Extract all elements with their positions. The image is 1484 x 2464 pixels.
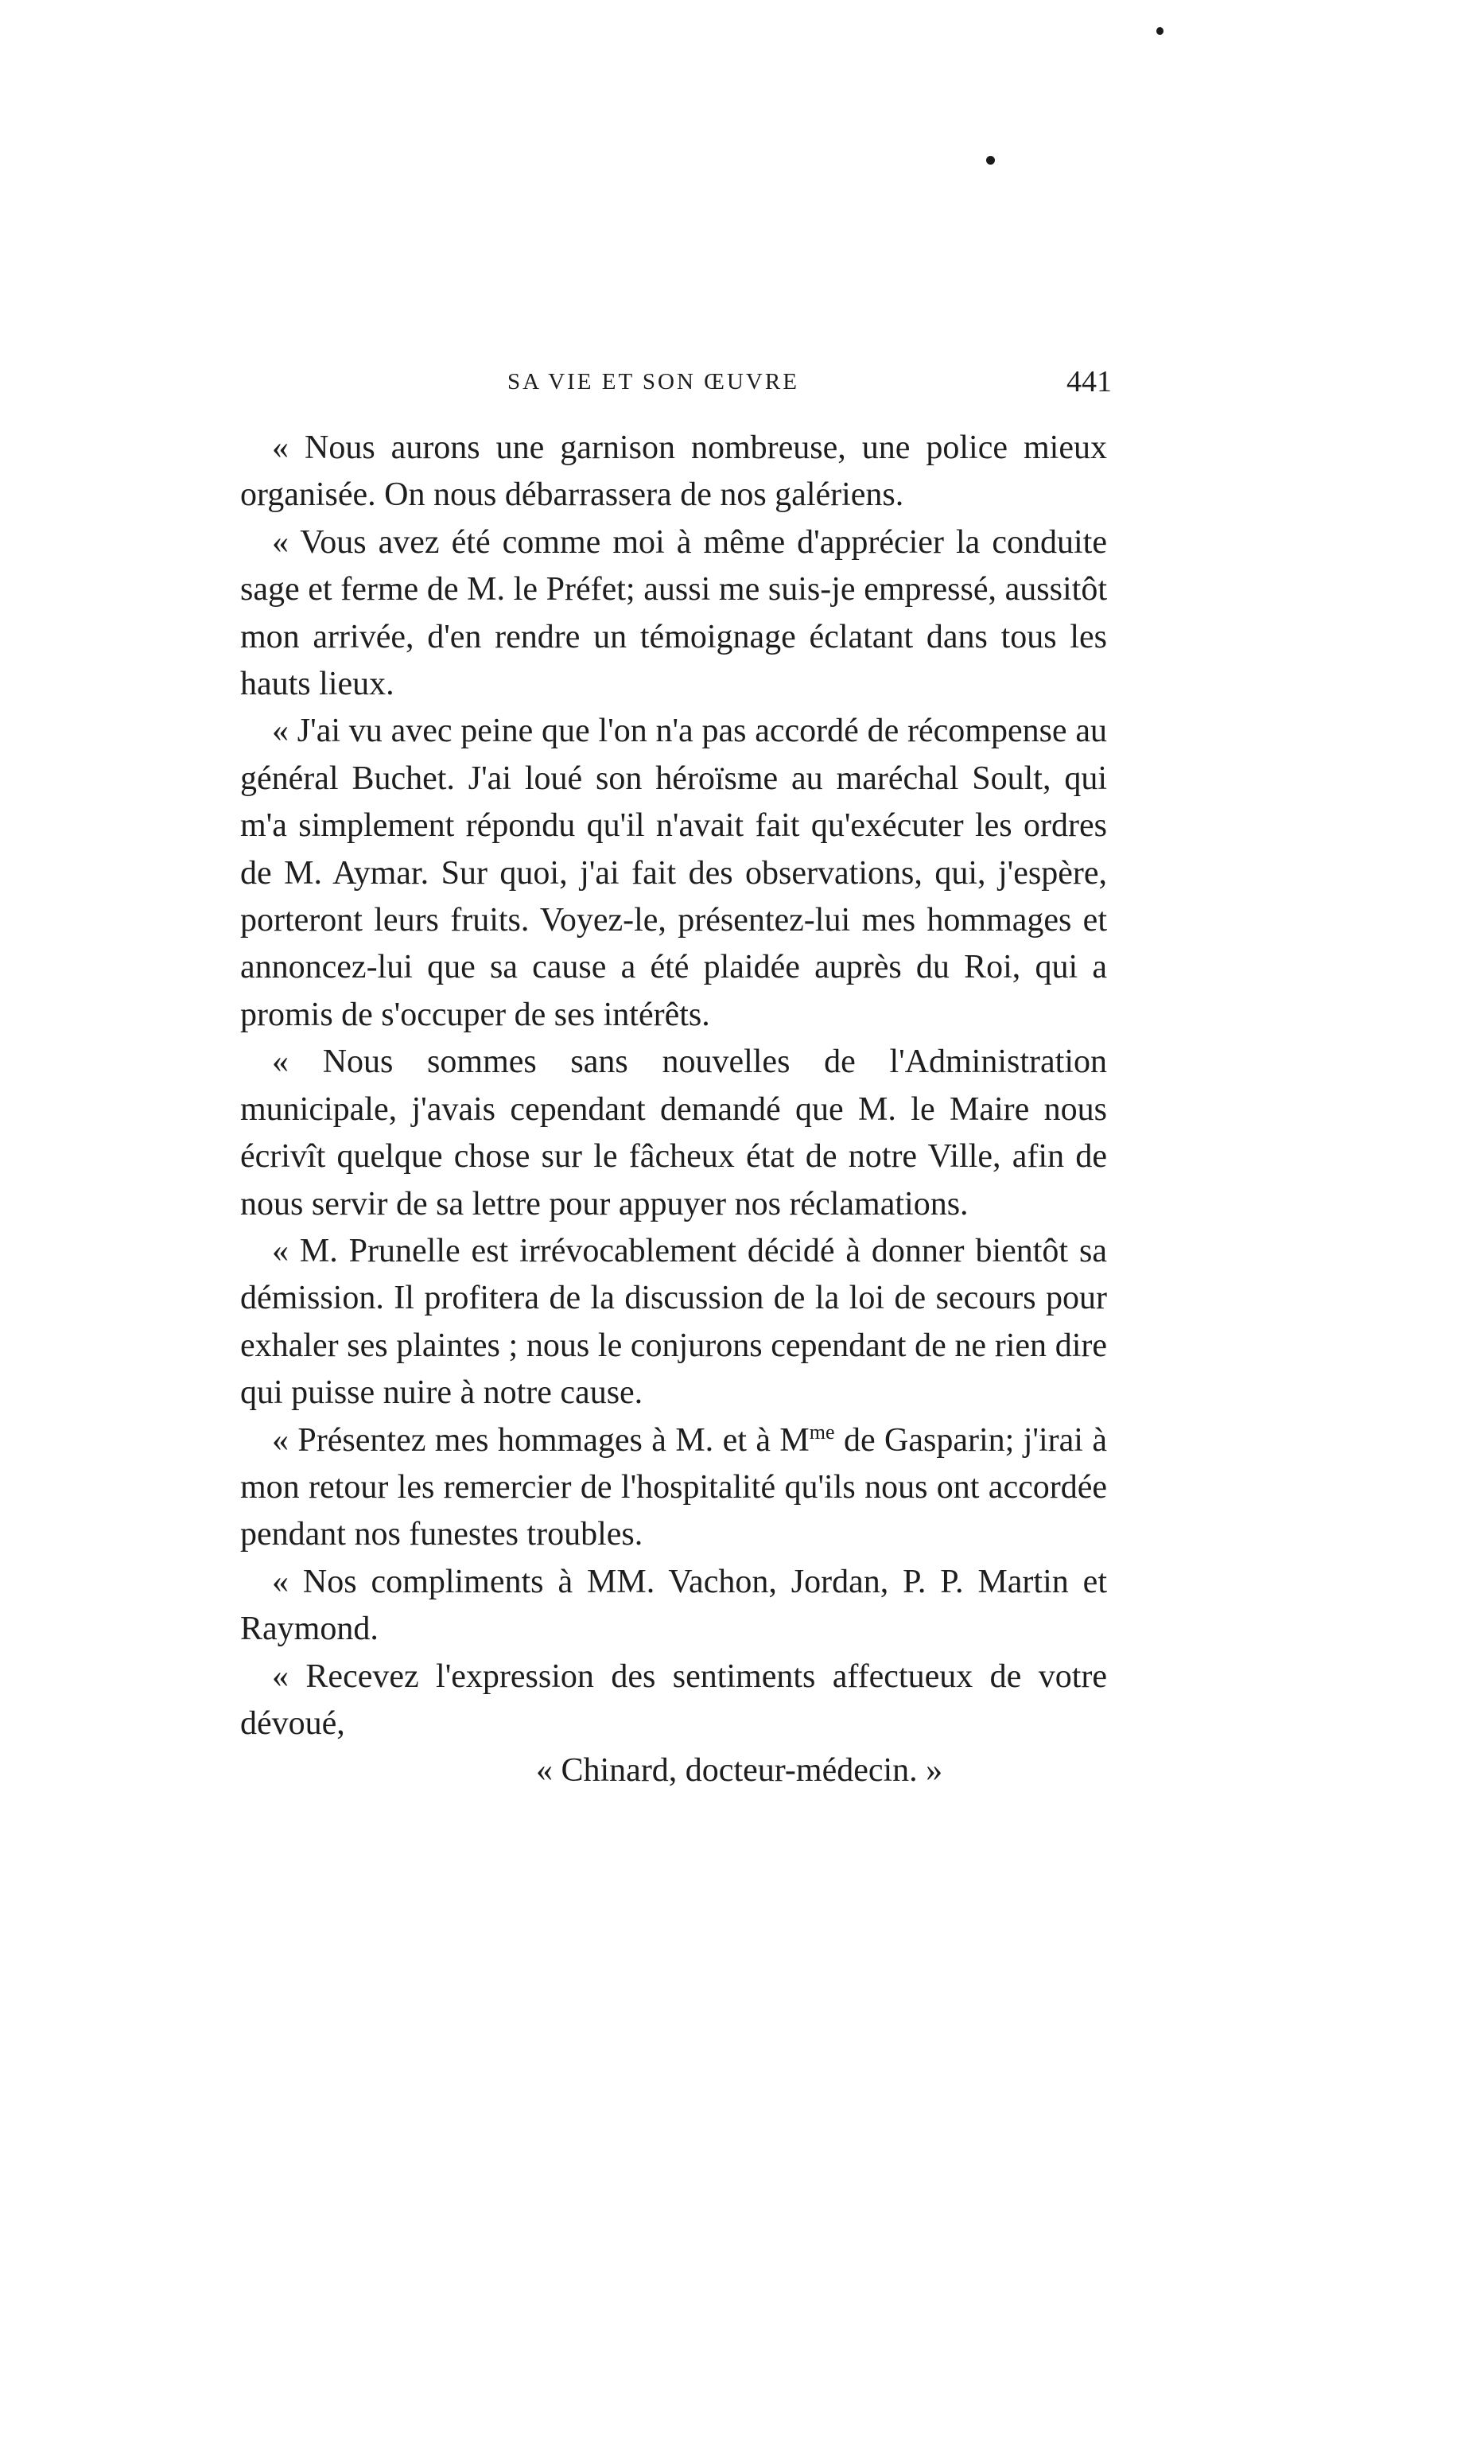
paragraph: « Nous aurons une garnison nombreuse, une police mieux organisée. On nous débarrassera de nos galériens. bbox=[240, 429, 1107, 514]
ink-speck bbox=[986, 156, 995, 165]
paragraph-text: « Présentez mes hommages à M. et à M bbox=[272, 1421, 810, 1459]
running-title: SA VIE ET SON ŒUVRE bbox=[507, 369, 799, 394]
page-number: 441 bbox=[1066, 365, 1112, 398]
paragraph: « Vous avez été comme moi à même d'apprécier la conduite sage et ferme de M. le Préfet; aussi me suis-je empressé, aussitôt mon arrivée, d'en rendre un témoignage éclatant dans tous les hauts lieux. bbox=[240, 523, 1107, 703]
ink-speck bbox=[1156, 27, 1164, 35]
letter-body bbox=[240, 425, 1107, 1795]
paragraph: « Nous sommes sans nouvelles de l'Administration municipale, j'avais cependant demandé que M. le Maire nous écrivît quelque chose sur le fâcheux état de notre Ville, afin de nous servir de sa lettre pour appuyer nos réclamations. bbox=[240, 1044, 1107, 1222]
running-header bbox=[507, 364, 1112, 412]
paragraph: « J'ai vu avec peine que l'on n'a pas accordé de récompense au général Buchet. J'ai loué son héroïsme au maréchal Soult, qui m'a simplement répondu qu'il n'avait fait qu'exécuter les ordres de M. Aymar. Sur quoi, j'ai fait des observations, qui, j'espère, porteront leurs fruits. Voyez-le, présentez-lui mes hommages et annoncez-lui que sa cause a été plaidée auprès du Roi, qui a promis de s'occuper de ses intérêts. bbox=[240, 713, 1107, 1033]
paragraph: « Recevez l'expression des sentiments affectueux de votre dévoué, bbox=[240, 1658, 1107, 1742]
signature: « Chinard, docteur-médecin. » bbox=[536, 1752, 943, 1790]
superscript-abbreviation: me bbox=[809, 1420, 835, 1444]
paragraph: « M. Prunelle est irrévocablement décidé à donner bientôt sa démission. Il profitera de la discussion de la loi de secours pour exhaler ses plaintes ; nous le conjurons cependant de ne rien dire qui puisse nuire à notre cause. bbox=[240, 1232, 1107, 1412]
paragraph: « Nos compliments à MM. Vachon, Jordan, P. P. Martin et Raymond. bbox=[240, 1563, 1107, 1648]
paragraph-text: de Gasparin; j'irai à mon retour les remercier de l'hospitalité qu'ils nous ont accordée pendant nos funestes troubles. bbox=[240, 1421, 1107, 1553]
paragraph bbox=[240, 1417, 1107, 1559]
